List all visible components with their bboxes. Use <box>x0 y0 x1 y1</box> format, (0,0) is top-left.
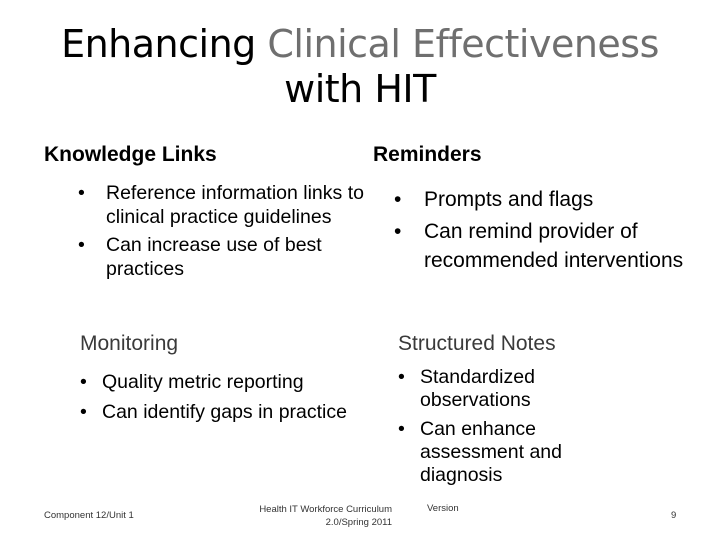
list-item <box>80 368 350 397</box>
bullet-icon: • <box>78 234 85 256</box>
list-item <box>78 233 378 281</box>
list-item <box>80 398 350 427</box>
list-item <box>398 366 618 412</box>
monitoring-list <box>80 368 350 427</box>
reminders-list <box>394 185 684 275</box>
footer-page-number: 9 <box>671 510 677 521</box>
title-part-clinical-effectiveness: Clinical Effectiveness <box>267 22 659 66</box>
footer-curriculum-line2: 2.0/Spring 2011 <box>325 517 392 528</box>
heading-reminders: Reminders <box>373 143 482 166</box>
bullet-text: Can remind provider of recommended interventions <box>424 220 684 272</box>
bullet-text: Reference information links to clinical practice guidelines <box>106 182 364 228</box>
bullet-icon: • <box>398 366 405 388</box>
title-part-with-hit: with HIT <box>284 67 436 111</box>
bullet-icon: • <box>80 371 87 393</box>
list-item <box>398 418 618 487</box>
list-item <box>78 181 378 229</box>
heading-monitoring: Monitoring <box>80 332 179 355</box>
heading-knowledge-links: Knowledge Links <box>44 143 217 166</box>
bullet-icon: • <box>394 220 402 243</box>
footer-component: Component 12/Unit 1 <box>44 510 134 521</box>
footer-version: Version <box>427 503 459 514</box>
bullet-icon: • <box>398 418 405 440</box>
bullet-text: Can increase use of best practices <box>106 234 322 280</box>
bullet-icon: • <box>78 182 85 204</box>
bullet-text: Prompts and flags <box>424 188 594 211</box>
bullet-text: Quality metric reporting <box>102 371 304 393</box>
bullet-text: Can identify gaps in practice <box>102 401 347 423</box>
list-item <box>394 185 684 214</box>
heading-structured-notes: Structured Notes <box>398 332 556 355</box>
bullet-icon: • <box>80 401 87 423</box>
slide-title <box>40 22 680 112</box>
structured-notes-list <box>398 366 618 487</box>
knowledge-links-list <box>78 181 378 281</box>
list-item <box>394 217 684 275</box>
bullet-text: Can enhance assessment and diagnosis <box>420 418 562 486</box>
bullet-icon: • <box>394 188 402 211</box>
footer-curriculum-line1: Health IT Workforce Curriculum <box>259 504 392 515</box>
bullet-text: Standardized observations <box>420 366 535 411</box>
footer-curriculum <box>240 503 392 529</box>
title-part-enhancing: Enhancing <box>61 22 268 66</box>
